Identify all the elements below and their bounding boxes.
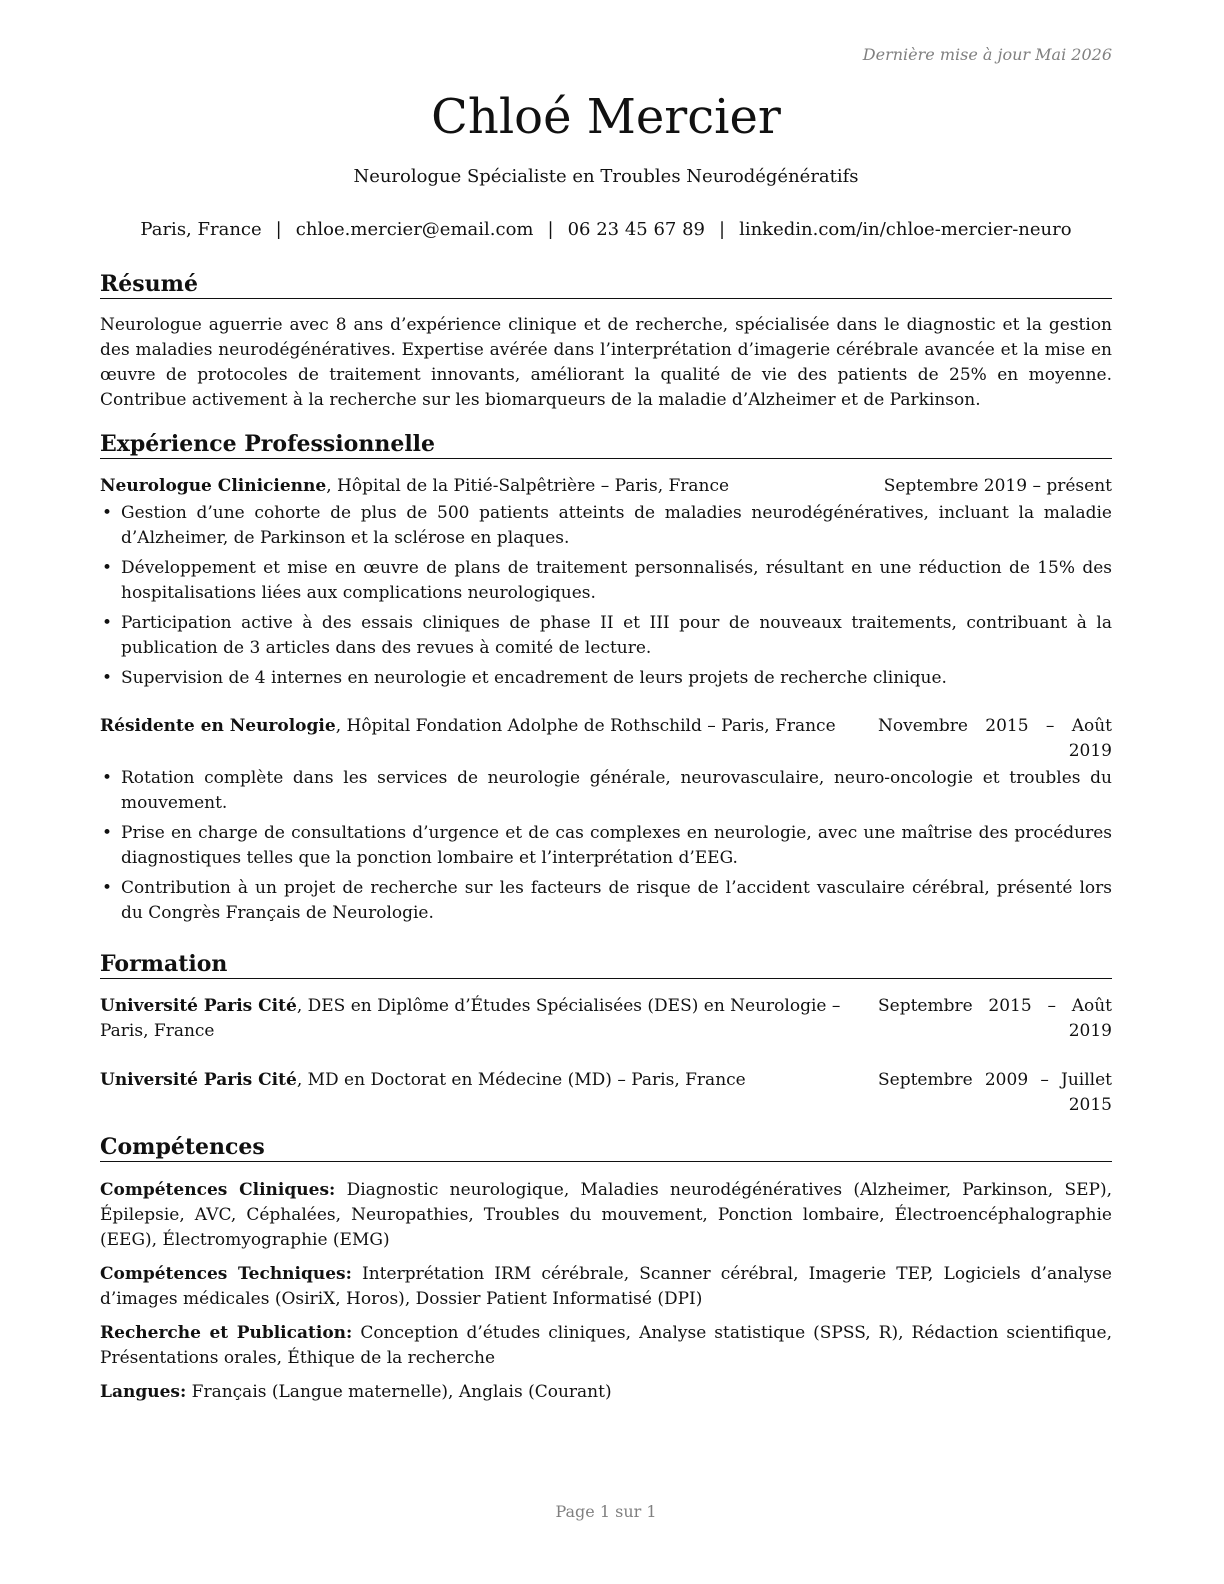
education-section [100,951,1112,1118]
skill-group [100,1321,1112,1371]
entry-dates: Septembre 2015 – Août 2019 [878,996,1112,1041]
entry-role: Neurologue Clinicienne [100,476,327,496]
entry-bullets [100,501,1112,691]
skill-group [100,1380,1112,1405]
list-item: • Contribution à un projet de recherche sur les facteurs de risque de l’accident vasculaire cérébral, présenté lors du Congrès Français de Neurologie. [100,876,1112,926]
entry-role-line [100,714,866,739]
skills-section [100,1134,1112,1414]
section-title: Expérience Professionnelle [100,431,1112,459]
last-updated: Dernière mise à jour Mai 2026 [862,45,1112,64]
entry-degree: , DES en Diplôme d’Études Spécialisées (DES) en Neurologie – Paris, France [100,996,841,1041]
skill-text: Diagnostic neurologique, Maladies neurodégénératives (Alzheimer, Parkinson, SEP), Épilepsie, AVC, Céphalées, Neuropathies, Troubles du mouvement, Ponction lombaire, Électroencéphalographie (EEG), Électromyographie (EMG) [100,1180,1113,1250]
experience-entry [100,474,1112,691]
resume-page [100,0,1112,1584]
summary-section [100,271,1112,413]
education-entry [100,994,1112,1044]
contact-location: Paris, France [140,219,262,240]
contact-phone: 06 23 45 67 89 [567,219,705,240]
contact-separator: | [275,219,282,240]
skill-label: Langues: [100,1382,187,1402]
entry-role: Résidente en Neurologie [100,716,336,736]
skill-group [100,1178,1112,1253]
list-item: • Participation active à des essais cliniques de phase II et III pour de nouveaux traitements, contribuant à la publication de 3 articles dans des revues à comité de lecture. [100,611,1112,661]
list-item: • Supervision de 4 internes en neurologie et encadrement de leurs projets de recherche clinique. [100,666,1112,691]
contact-email[interactable]: chloe.mercier@email.com [295,219,534,240]
entry-school: Université Paris Cité [100,1070,297,1090]
summary-text: Neurologue aguerrie avec 8 ans d’expérience clinique et de recherche, spécialisée dans le diagnostic et la gestion des maladies neurodégénératives. Expertise avérée dans l’interprétation d’imagerie cérébrale avancée et la mise en œuvre de protocoles de traitement innovants, améliorant la qualité de vie des patients de 25% en moyenne. Contribue activement à la recherche sur les biomarqueurs de la maladie d’Alzheimer et de Parkinson. [100,315,1112,410]
experience-section [100,431,1112,931]
entry-place: , Hôpital de la Pitié-Salpêtrière – Paris, France [326,476,730,496]
entry-header [100,714,1112,764]
list-item: • Gestion d’une cohorte de plus de 500 patients atteints de maladies neurodégénératives, incluant la maladie d’Alzheimer, de Parkinson et la sclérose en plaques. [100,501,1112,551]
entry-dates: Septembre 2019 – présent [883,476,1112,496]
entry-dates: Septembre 2009 – Juillet 2015 [878,1070,1112,1115]
entry-degree: , MD en Doctorat en Médecine (MD) – Paris, France [296,1070,746,1090]
page-number: Page 1 sur 1 [555,1502,657,1521]
section-title: Formation [100,951,1112,979]
entry-role-line [100,474,872,499]
skill-label: Compétences Cliniques: [100,1180,336,1200]
entry-school-line [100,994,866,1044]
entry-place: , Hôpital Fondation Adolphe de Rothschild – Paris, France [335,716,836,736]
entry-school-line [100,1068,866,1093]
entry-header [100,994,1112,1044]
candidate-title: Neurologue Spécialiste en Troubles Neurodégénératifs [353,166,859,187]
section-title: Compétences [100,1134,1112,1162]
skill-group [100,1262,1112,1312]
contact-line [100,219,1112,240]
skill-text: Interprétation IRM cérébrale, Scanner cérébral, Imagerie TEP, Logiciels d’analyse d’images médicales (OsiriX, Horos), Dossier Patient Informatisé (DPI) [100,1264,1112,1309]
skill-label: Compétences Techniques: [100,1264,352,1284]
list-item: • Développement et mise en œuvre de plans de traitement personnalisés, résultant en une réduction de 15% des hospitalisations liées aux complications neurologiques. [100,556,1112,606]
entry-header [100,1068,1112,1118]
experience-entry [100,714,1112,926]
candidate-name: Chloé Mercier [431,89,781,145]
contact-separator: | [547,219,554,240]
skill-text: Français (Langue maternelle), Anglais (Courant) [186,1382,612,1402]
skill-text: Conception d’études cliniques, Analyse statistique (SPSS, R), Rédaction scientifique, Présentations orales, Éthique de la recherche [100,1323,1112,1368]
skill-label: Recherche et Publication: [100,1323,353,1343]
entry-dates: Novembre 2015 – Août 2019 [878,716,1112,761]
contact-separator: | [718,219,726,240]
list-item: • Prise en charge de consultations d’urgence et de cas complexes en neurologie, avec une maîtrise des procédures diagnostiques telles que la ponction lombaire et l’interprétation d’EEG. [100,821,1112,871]
entry-header [100,474,1112,499]
section-title: Résumé [100,271,1112,299]
list-item: • Rotation complète dans les services de neurologie générale, neurovasculaire, neuro-oncologie et troubles du mouvement. [100,766,1112,816]
entry-school: Université Paris Cité [100,996,297,1016]
entry-bullets [100,766,1112,926]
contact-linkedin[interactable]: linkedin.com/in/chloe-mercier-neuro [739,219,1072,240]
education-entry [100,1068,1112,1118]
skills-list [100,1178,1112,1405]
